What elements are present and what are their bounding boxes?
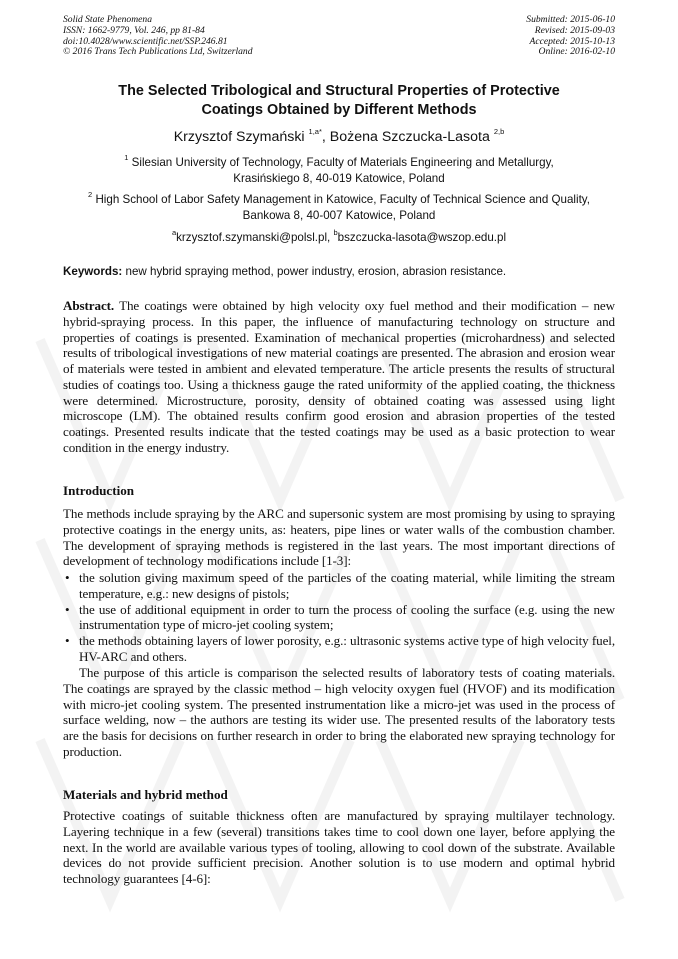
title-line-2: Coatings Obtained by Different Methods bbox=[201, 102, 477, 118]
development-directions-list bbox=[63, 570, 615, 665]
author-2-marker: 2,b bbox=[493, 127, 505, 137]
author-list bbox=[63, 128, 615, 146]
abstract-label: Abstract. bbox=[63, 298, 115, 313]
email-b-marker: b bbox=[333, 228, 338, 238]
affiliation-2-line-1: High School of Labor Safety Management in Katowice, Faculty of Technical Science and Quality, bbox=[95, 193, 590, 206]
journal-issn: ISSN: 1662-9779, Vol. 246, pp 81-84 bbox=[63, 24, 205, 36]
affiliation-2-line-2: Bankowa 8, 40-007 Katowice, Poland bbox=[242, 209, 436, 222]
introduction-paragraph-1: The methods include spraying by the ARC and supersonic system are most promising by using to spraying protective coatings in the energy units, as: heaters, pipe lines or water walls of the combustion chamber. The development of spraying methods is registered in the last years. The most important directions of development of technology modifications include [1-3]: bbox=[63, 506, 615, 569]
paper-title bbox=[63, 82, 615, 120]
list-item: • the use of additional equipment in order to turn the process of cooling the surface (e.g. using the new instrumentation type of micro-jet cooling system; bbox=[65, 601, 615, 633]
author-1-marker: 1,a* bbox=[308, 127, 322, 137]
date-revised: Revised: 2015-09-03 bbox=[534, 24, 615, 36]
title-line-1: The Selected Tribological and Structural Properties of Protective bbox=[118, 83, 560, 99]
keywords-text: new hybrid spraying method, power industry, erosion, abrasion resistance. bbox=[122, 265, 507, 278]
keywords bbox=[63, 264, 615, 280]
introduction-heading: Introduction bbox=[63, 483, 135, 498]
journal-doi: doi:10.4028/www.scientific.net/SSP.246.81 bbox=[63, 35, 228, 47]
list-item: • the methods obtaining layers of lower porosity, e.g.: ultrasonic systems active type of high velocity fuel, HV-ARC and others. bbox=[65, 633, 615, 664]
abstract bbox=[63, 298, 615, 456]
email-author-2[interactable]: bszczucka-lasota@wszop.edu.pl bbox=[337, 231, 507, 244]
affiliation-1-line-1: Silesian University of Technology, Faculty of Materials Engineering and Metallurgy, bbox=[131, 156, 554, 169]
bullet-dot: • bbox=[65, 601, 70, 617]
author-separator: , bbox=[321, 129, 330, 145]
keywords-label: Keywords: bbox=[63, 265, 123, 278]
email-a-marker: a bbox=[171, 228, 177, 238]
affiliation-1-line-2: Krasińskiego 8, 40-019 Katowice, Poland bbox=[233, 172, 445, 185]
email-author-1[interactable]: krzysztof.szymanski@polsl.pl, bbox=[176, 231, 334, 244]
journal-copyright: © 2016 Trans Tech Publications Ltd, Switzerland bbox=[63, 46, 253, 58]
abstract-text: The coatings were obtained by high velocity oxy fuel method and their modification – new hybrid-spraying process. In this paper, the influence of manufacturing technology on structure and properties of coatings is presented. Examination of mechanical properties (microhardness) and selected results of tribological investigations of new material coatings are presented. The abrasion and erosion wear of materials were tested in ambient and elevated temperature. The article presents the results of structural studies of coatings too. Using a thickness gauge the rated uniformity of the applied coating, the thickness were determined. Microstructure, porosity, density of obtained coating was assessed using light microscope (LM). The obtained results confirm good erosion and abrasion properties of the tested coatings. Presented results indicate that the tested coatings may be used as a basic protection to wear condition in the energy industry. bbox=[63, 298, 615, 455]
submission-dates bbox=[526, 15, 615, 58]
affiliation-2 bbox=[63, 192, 615, 224]
introduction-paragraph-2: The purpose of this article is comparison the selected results of laboratory tests of coating materials. The coatings are sprayed by the classic method – high velocity oxygen fuel (HVOF) and its modification with micro-jet cooling system. The presented instrumentation like a micro-jet was used in the process of surface welding, now – the authors are testing its wider use. The presented results of the laboratory tests are the basis for decisions on further research in order to bring the elaborated new spraying technology for production. bbox=[63, 665, 615, 759]
bullet-dot: • bbox=[65, 633, 70, 648]
affiliation-2-marker: 2 bbox=[88, 190, 93, 200]
affiliation-1-marker: 1 bbox=[124, 153, 129, 163]
date-submitted: Submitted: 2015-06-10 bbox=[526, 14, 615, 25]
author-1: Krzysztof Szymański bbox=[173, 129, 305, 145]
author-emails bbox=[63, 230, 615, 246]
bullet-dot: • bbox=[65, 570, 70, 585]
journal-info bbox=[63, 15, 253, 58]
journal-name: Solid State Phenomena bbox=[63, 14, 152, 25]
materials-paragraph-1: Protective coatings of suitable thickness often are manufactured by spraying multilayer technology. Layering technique in a few (several) transitions takes time to cool down one layer, before applying the next. In the world are available various types of tooling, allowing to cool down of the substrate. Available devices do not provide sufficient precision. Another solution is to use modern and optimal hybrid technology guarantees [4-6]: bbox=[63, 808, 615, 886]
date-accepted: Accepted: 2015-10-13 bbox=[529, 35, 615, 47]
affiliation-1 bbox=[63, 155, 615, 187]
materials-heading: Materials and hybrid method bbox=[63, 787, 228, 802]
list-item: • the solution giving maximum speed of the particles of the coating material, while limiting the stream temperature, e.g.: new designs of pistols; bbox=[65, 570, 615, 601]
author-2: Bożena Szczucka-Lasota bbox=[329, 129, 490, 145]
date-online: Online: 2016-02-10 bbox=[538, 46, 615, 58]
